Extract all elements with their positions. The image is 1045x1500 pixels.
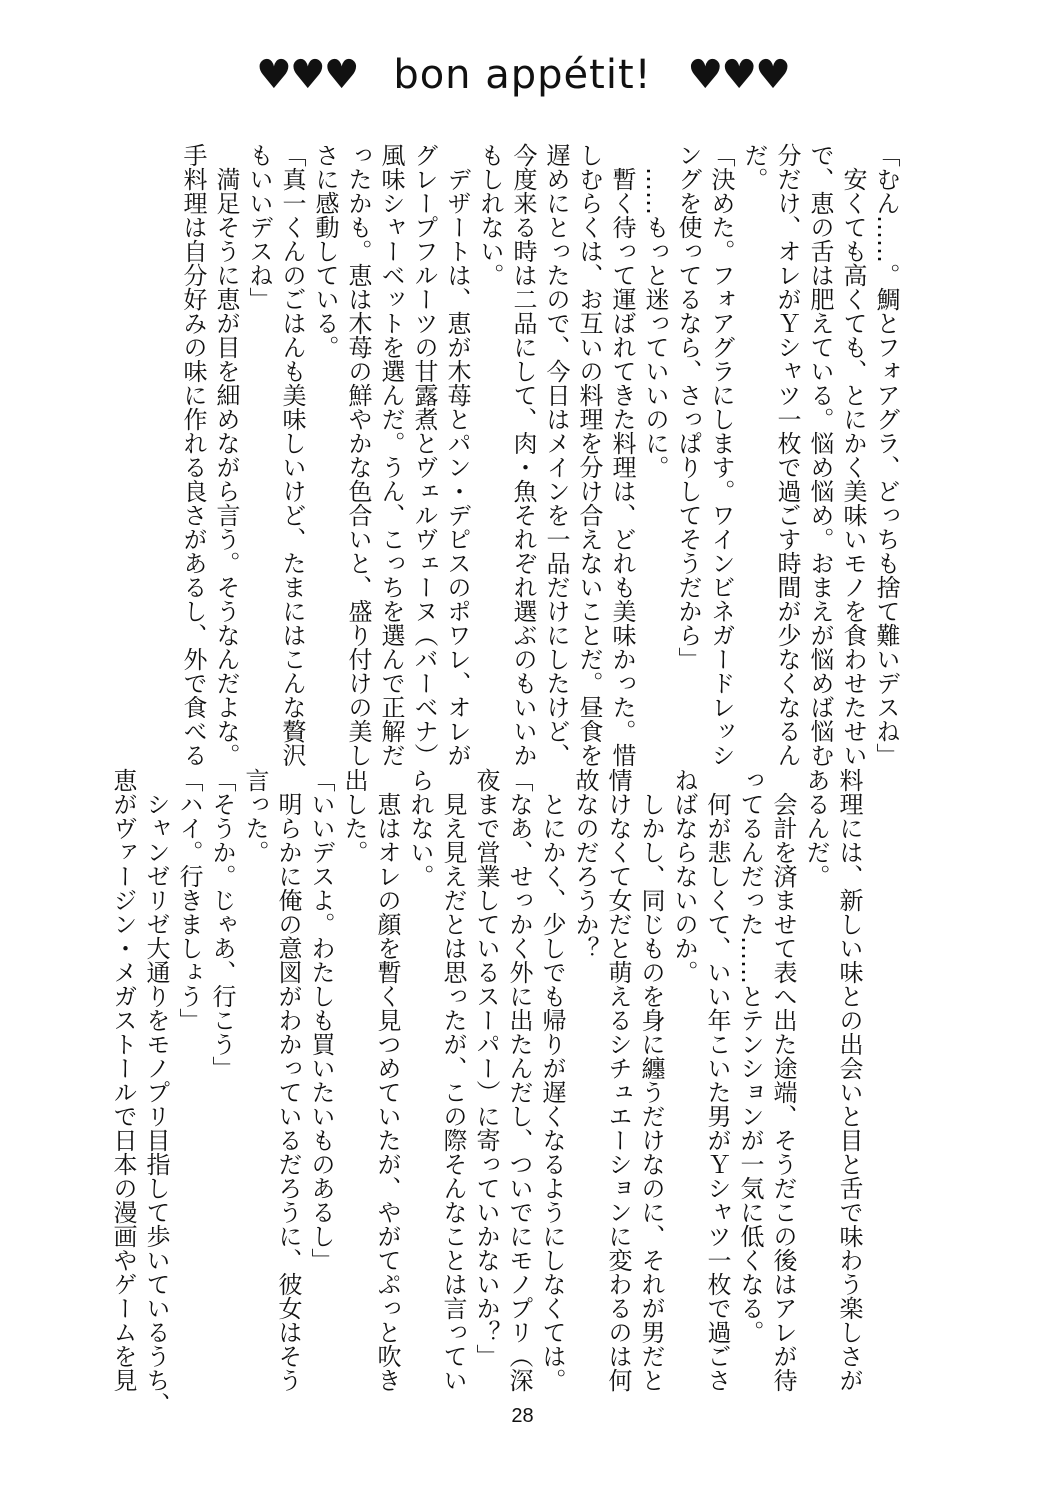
hearts-icon-right: ♥♥♥ [687,52,789,98]
text-line: あるんだ。 [802,768,830,888]
text-line: もいいデスね」 [245,143,273,311]
text-line: 「決めた。フォアグラにします。ワインビネガードレッシ [707,143,735,767]
text-line: だ。 [740,143,768,191]
text-line: とにかく、少しでも帰りが遅くなるようにしなくては。 [538,768,566,1392]
text-line: 恵はオレの顔を暫く見つめていたが、やがてぷっと吹き [373,768,401,1392]
text-line: ってるんだった……とテンションが一気に低くなる。 [736,768,764,1344]
text-line: で、恵の舌は肥えている。悩め悩め。おまえが悩めば悩む [806,143,834,767]
text-line: 分だけ、オレがＹシャツ一枚で過ごす時間が少なくなるん [773,143,801,767]
text-line: 「ハイ。行きましょう」 [175,768,203,1032]
page-number: 28 [511,1405,534,1427]
text-line: 満足そうに恵が目を細めながら言う。そうなんだよな。 [212,143,240,767]
text-line: 「いいデスよ。わたしも買いたいものあるし」 [307,768,335,1272]
text-line: 見え見えだとは思ったが、この際そんなことは言ってい [439,768,467,1392]
text-line: さに感動している。 [311,143,339,359]
text-line: 故なのだろうか？ [571,768,599,960]
text-line: 「むん……。鯛とフォアグラ、どっちも捨て難いデスね」 [872,143,900,767]
text-line: ングを使ってるなら、さっぱりしてそうだから」 [674,143,702,671]
page-title [0,52,1045,98]
title-text: bon appétit! [393,52,652,98]
text-line: 出した。 [340,768,368,864]
text-line: 夜まで営業しているスーパー）に寄っていかないか？」 [472,768,500,1368]
text-line: 恵がヴァージン・メガストールで日本の漫画やゲームを見 [109,768,137,1392]
text-line: 言った。 [241,768,269,864]
text-line: 風味シャーベットを選んだ。うん、こっちを選んで正解だ [377,143,405,767]
text-line: ねばならないのか。 [670,768,698,984]
text-line: 安くても高くても、とにかく美味いモノを食わせたせい [839,143,867,767]
text-line: 遅めにとったので、今日はメインを一品だけにしたけど、 [542,143,570,767]
text-line: しかし、同じものを身に纏うだけなのに、それが男だと [637,768,665,1392]
text-line: 今度来る時は二品にして、肉・魚それぞれ選ぶのもいいか [509,143,537,767]
text-line: 手料理は自分好みの味に作れる良さがあるし、外で食べる [179,143,207,767]
text-line: ……もっと迷っていいのに。 [641,143,669,479]
text-block-top [176,143,902,767]
text-line: 暫く待って運ばれてきた料理は、どれも美味かった。惜 [608,143,636,767]
text-line: 会計を済ませて表へ出た途端、そうだこの後はアレが待 [769,768,797,1392]
text-line: られない。 [406,768,434,888]
text-line: シャンゼリゼ大通りをモノプリ目指して歩いているうち、 [142,768,170,1416]
text-line: 何が悲しくて、いい年こいた男がＹシャツ一枚で過ごさ [703,768,731,1392]
text-line: 料理には、新しい味との出会いと目と舌で味わう楽しさが [835,768,863,1392]
text-line: もしれない。 [476,143,504,287]
text-line: しむらくは、お互いの料理を分け合えないことだ。昼食を [575,143,603,767]
text-line: 明らかに俺の意図がわかっているだろうに、彼女はそう [274,768,302,1392]
text-line: ったかも。恵は木苺の鮮やかな色合いと、盛り付けの美し [344,143,372,767]
text-line: 「そうか。じゃあ、行こう」 [208,768,236,1080]
text-line: グレープフルーツの甘露煮とヴェルヴェーヌ（バーベナ） [410,143,438,767]
text-line: 「なあ、せっかく外に出たんだし、ついでにモノプリ（深 [505,768,533,1392]
text-line: 情けなくて女だと萌えるシチュエーションに変わるのは何 [604,768,632,1392]
text-line: デザートは、恵が木苺とパン・デピスのポワレ、オレが [443,143,471,767]
hearts-icon-left: ♥♥♥ [256,52,358,98]
text-line: 「真一くんのごはんも美味しいけど、たまにはこんな贅沢 [278,143,306,767]
